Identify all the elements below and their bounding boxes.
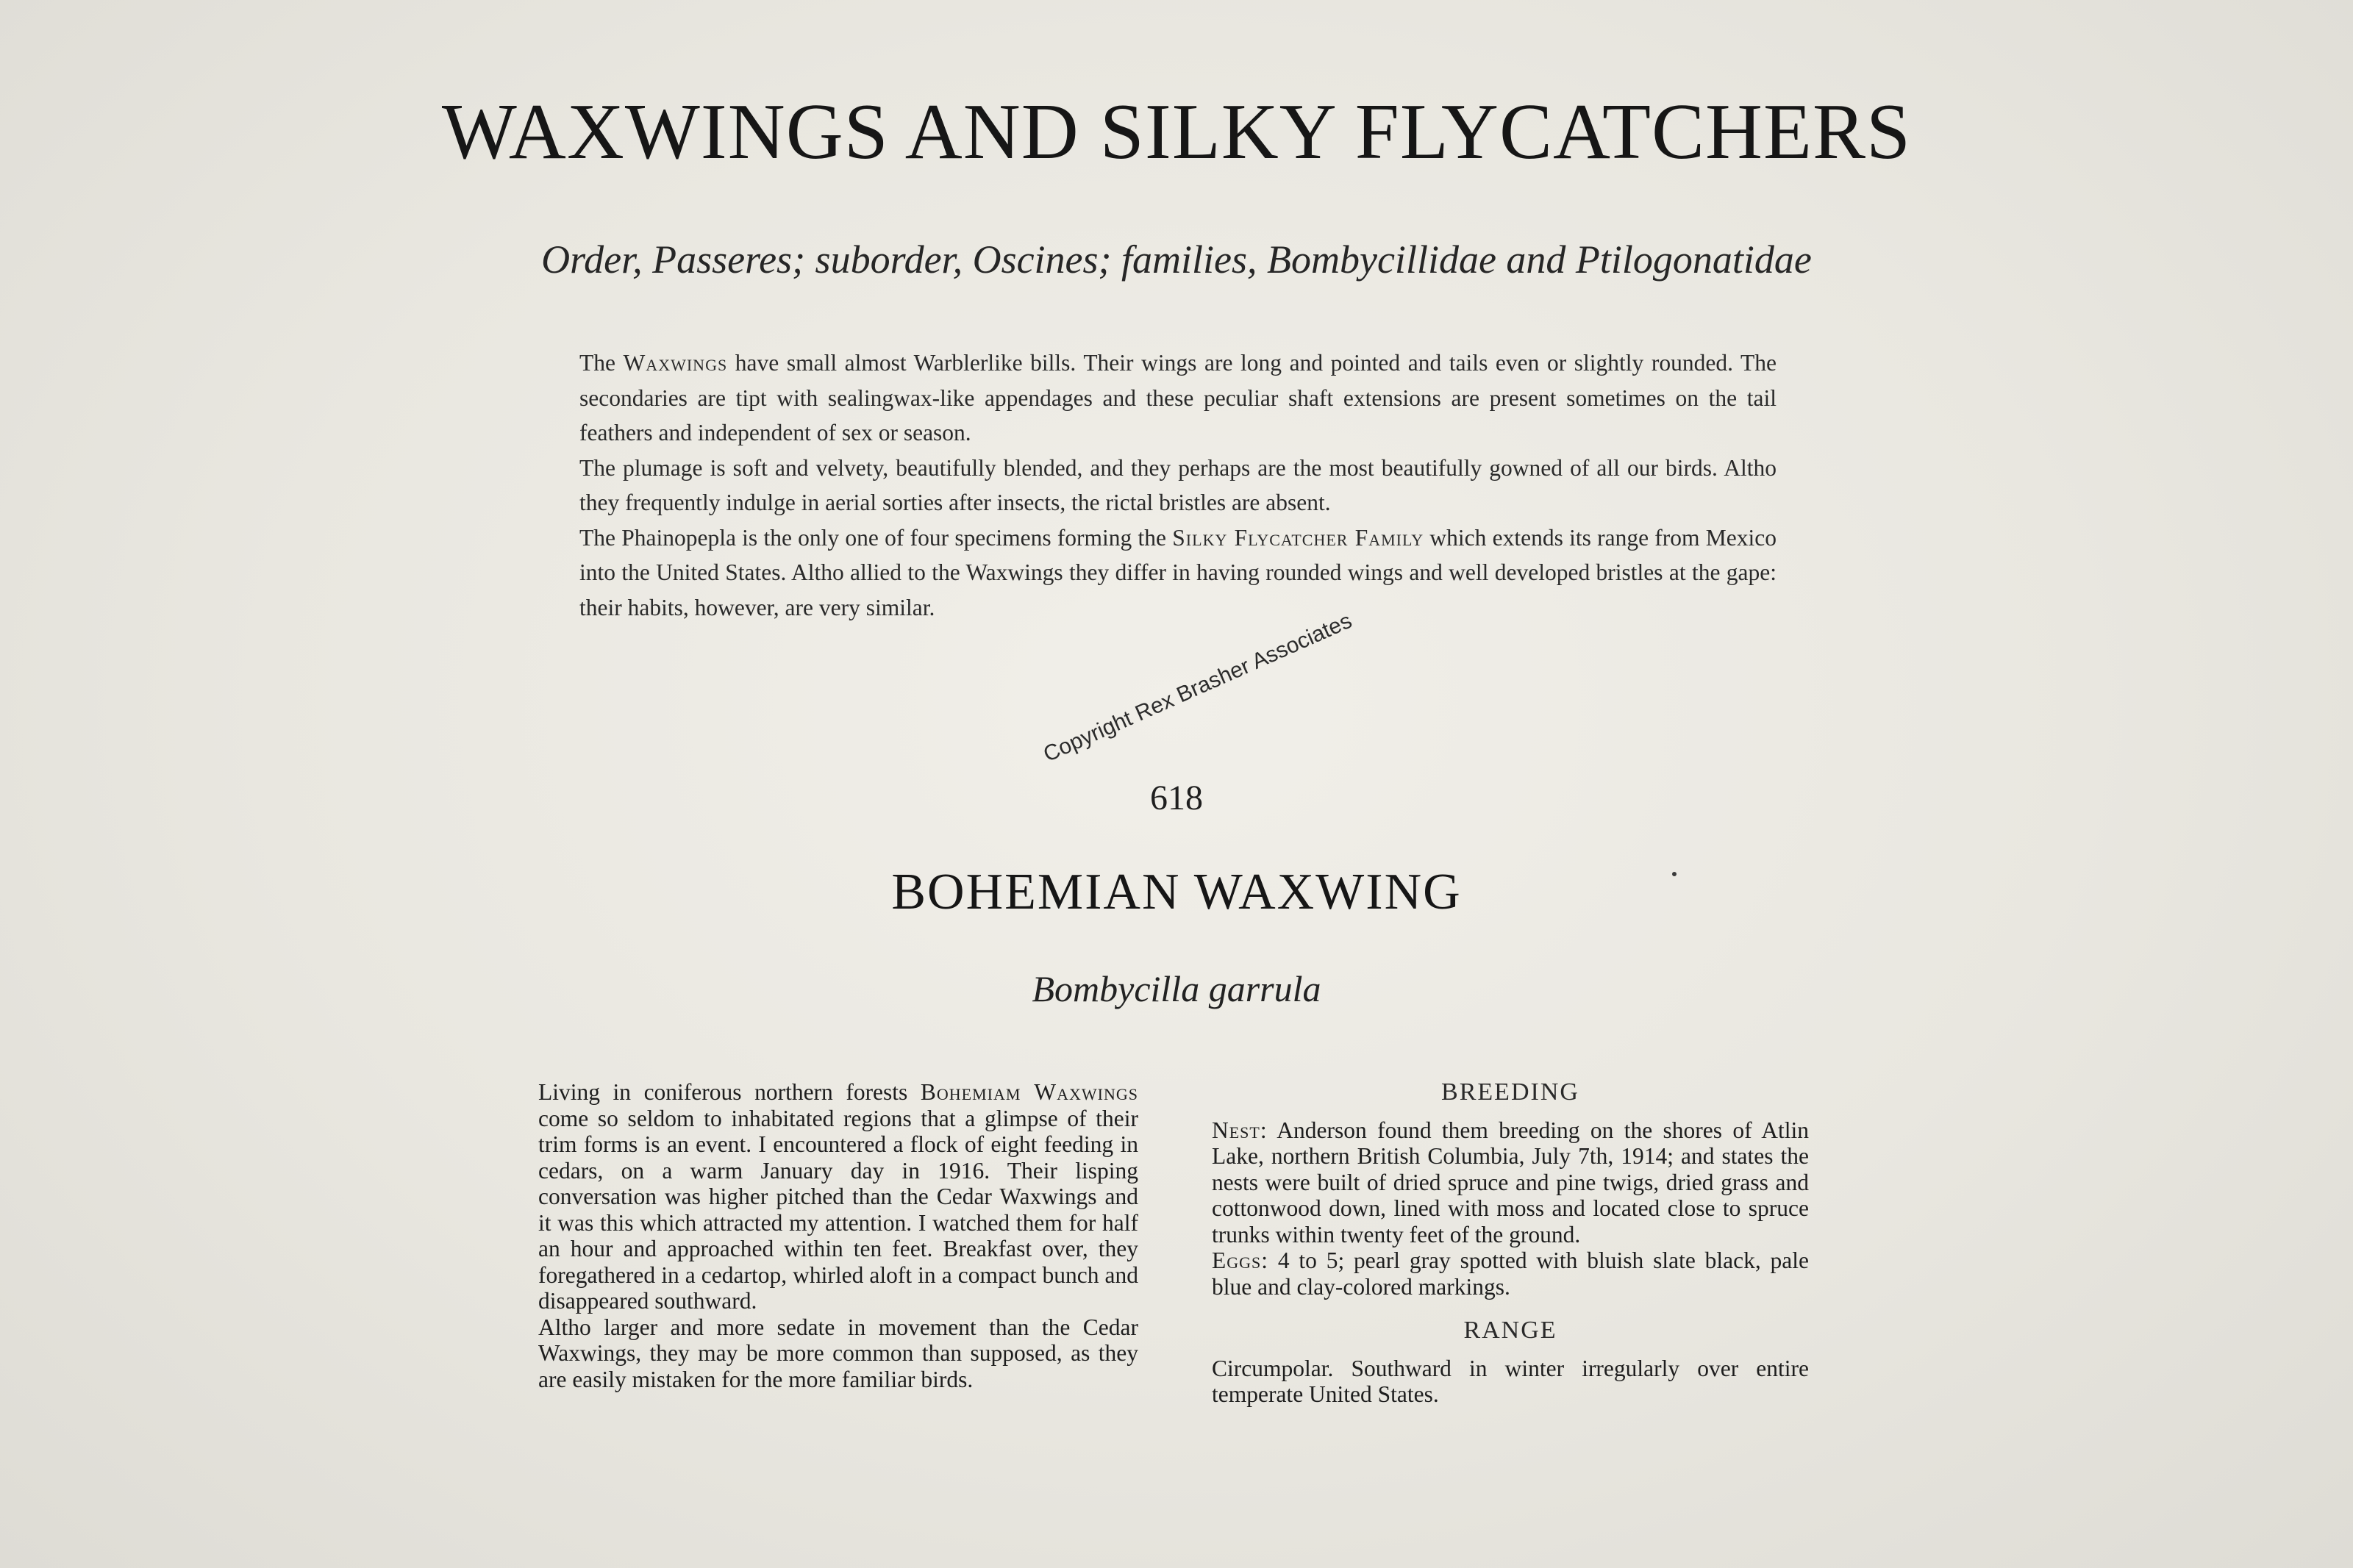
breeding-heading: BREEDING [1441,1078,1579,1106]
intro-paragraph-1: The Waxwings have small almost Warblerlike bills. Their wings are long and pointed and tails even or slightly rounded. The secondaries are tipt with sealingwax-like appendages and these peculiar shaft extensions are present sometimes on the tail feathers and independent of sex or season. [579,350,1777,445]
paper-speck [1672,872,1677,876]
classification-subtitle: Order, Passeres; suborder, Oscines; families, Bombycillidae and Ptilogonatidae [541,237,1812,282]
plate-number: 618 [1150,778,1203,817]
narrative-paragraph-1: Living in coniferous northern forests Bohemiam Waxwings come so seldom to inhabitated regions that a glimpse of their trim forms is an event. I encountered a flock of eight feeding in cedars, on a warm January day in 1916. Their lisping conversation was higher pitched than the Cedar Waxwings and it was this which attracted my attention. I watched them for half an hour and approached within ten feet. Breakfast over, they foregathered in a cedartop, whirled aloft in a compact bunch and disappeared southward. [538,1079,1139,1314]
intro-text [579,346,1777,625]
range-heading: RANGE [1463,1317,1557,1344]
species-scientific-name: Bombycilla garrula [1032,968,1321,1009]
narrative-column [538,1079,1138,1392]
bohemian-waxwings-term: Bohemiam Waxwings [920,1079,1139,1105]
eggs-paragraph: Eggs: 4 to 5; pearl gray spotted with bluish slate black, pale blue and clay-colored markings. [1212,1247,1809,1300]
nest-label: Nest: [1212,1117,1268,1143]
copyright-stamp: Copyright Rex Brasher Associates [1040,608,1356,767]
page-title: WAXWINGS AND SILKY FLYCATCHERS [441,88,1912,176]
eggs-label: Eggs: [1212,1247,1269,1273]
nest-paragraph: Nest: Anderson found them breeding on the shores of Atlin Lake, northern British Columbia, July 7th, 1914; and states the nests were built of dried spruce and pine twigs, dried grass and cottonwood down, lined with moss and located close to spruce trunks within twenty feet of the ground. [1212,1117,1809,1247]
species-common-name: BOHEMIAN WAXWING [891,864,1462,920]
intro-paragraph-2: The plumage is soft and velvety, beautifully blended, and they perhaps are the most beautifully gowned of all our birds. Altho they frequently indulge in aerial sorties after insects, the rictal bristles are absent. [579,454,1777,515]
intro-paragraph-3: The Phainopepla is the only one of four specimens forming the Silky Flycatcher Family which extends its range from Mexico into the United States. Altho allied to the Waxwings they differ in having rounded wings and well developed bristles at the gape: their habits, however, are very similar. [579,524,1777,620]
range-paragraph: Circumpolar. Southward in winter irregularly over entire temperate United States. [1212,1355,1809,1407]
facts-column [1212,1079,1809,1408]
narrative-paragraph-2: Altho larger and more sedate in movement than the Cedar Waxwings, they may be more common than supposed, as they are easily mistaken for the more familiar birds. [538,1314,1138,1392]
silky-flycatcher-term: Silky Flycatcher Family [1172,524,1424,551]
waxwings-term: Waxwings [623,350,728,376]
